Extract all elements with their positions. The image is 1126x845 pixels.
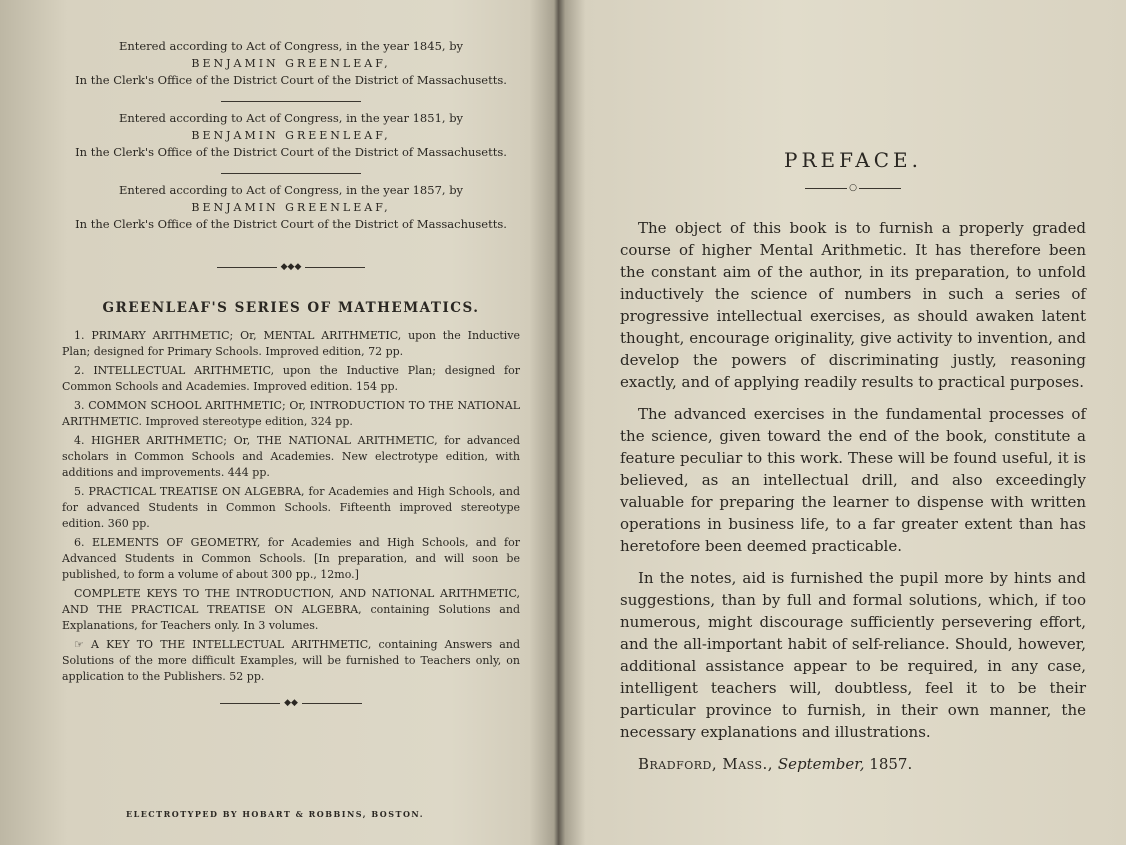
series-item: 1. PRIMARY ARITHMETIC; Or, MENTAL ARITHMETIC, upon the Inductive Plan; designed for Primary Schools. Improved edition, 72 pp. bbox=[62, 329, 520, 358]
ornament-line bbox=[805, 188, 847, 189]
ornament-divider bbox=[620, 184, 1086, 193]
page-title: PREFACE. bbox=[784, 148, 922, 172]
series-item: 2. INTELLECTUAL ARITHMETIC, upon the Inductive Plan; designed for Common Schools and Academies. Improved edition. 154 pp. bbox=[62, 364, 520, 393]
copyright-author: BENJAMIN GREENLEAF, bbox=[191, 201, 391, 214]
copyright-office: In the Clerk's Office of the District Court of the District of Massachusetts. bbox=[75, 145, 507, 159]
preface-paragraph: The advanced exercises in the fundamental processes of the science, given toward the end of the book, constitute a feature peculiar to this work. These will be found useful, it is believed, as an intellectual drill, and also exceedingly valuable for preparing the learner to dispense with written operations in business life, to a far greater extent than has heretofore been deemed practicable. bbox=[620, 405, 1086, 555]
copyright-notice bbox=[62, 182, 520, 239]
ornament-line bbox=[217, 267, 277, 268]
series-item: 6. ELEMENTS OF GEOMETRY, for Academies and High Schools, and for Advanced Students in Common Schools. [In preparation, and will soon be published, to form a volume of about 300 pp., 12mo.] bbox=[62, 536, 520, 581]
copyright-notice bbox=[62, 38, 520, 95]
ornament-line bbox=[302, 703, 362, 704]
series-item: 4. HIGHER ARITHMETIC; Or, THE NATIONAL ARITHMETIC, for advanced scholars in Common Schools and Academies. New electrotype edition, with additions and improvements. 444 pp. bbox=[62, 434, 520, 479]
series-item: COMPLETE KEYS TO THE INTRODUCTION, AND NATIONAL ARITHMETIC, AND THE PRACTICAL TREATISE ON ALGEBRA, containing Solutions and Explanations, for Teachers only. In 3 volumes. bbox=[62, 587, 520, 632]
series-item: ☞ A KEY TO THE INTELLECTUAL ARITHMETIC, containing Answers and Solutions of the more difficult Examples, will be furnished to Teachers only, on application to the Publishers. 52 pp. bbox=[62, 638, 520, 683]
series-item: 5. PRACTICAL TREATISE ON ALGEBRA, for Academies and High Schools, and for advanced Students in Common Schools. Fifteenth improved stereotype edition. 360 pp. bbox=[62, 485, 520, 530]
ornament-icon: ◆◆◆ bbox=[280, 262, 302, 272]
copyright-line: Entered according to Act of Congress, in the year 1845, by bbox=[118, 39, 464, 53]
copyright-author: BENJAMIN GREENLEAF, bbox=[191, 57, 391, 70]
signature-place: Bradford, Mass., bbox=[638, 755, 774, 773]
preface-paragraph: In the notes, aid is furnished the pupil more by hints and suggestions, than by full and formal solutions, which, if too numerous, might discourage sufficiently persevering effort, and the all-important habit of self-reliance. Should, however, additional assistance appear to be required, in any case, intelligent teachers will, doubtless, feel it to be their particular province to furnish, in their own manner, the necessary explanations and illustrations. bbox=[620, 569, 1086, 741]
ornament-divider bbox=[62, 263, 520, 272]
printer-imprint: ELECTROTYPED BY HOBART & ROBBINS, BOSTON. bbox=[125, 809, 425, 819]
ornament-icon: ○ bbox=[849, 183, 857, 193]
series-list bbox=[62, 328, 520, 685]
copyright-author: BENJAMIN GREENLEAF, bbox=[191, 129, 391, 142]
copyright-office: In the Clerk's Office of the District Court of the District of Massachusetts. bbox=[75, 217, 507, 231]
ornament-line bbox=[220, 703, 280, 704]
copyright-office: In the Clerk's Office of the District Court of the District of Massachusetts. bbox=[75, 73, 507, 87]
series-item: 3. COMMON SCHOOL ARITHMETIC; Or, INTRODUCTION TO THE NATIONAL ARITHMETIC. Improved stereotype edition, 324 pp. bbox=[62, 399, 520, 428]
ornament-line bbox=[305, 267, 365, 268]
ornament-divider bbox=[62, 699, 520, 708]
rule-divider bbox=[221, 173, 361, 174]
preface-signature bbox=[620, 753, 1086, 775]
copyright-line: Entered according to Act of Congress, in the year 1851, by bbox=[118, 111, 464, 125]
preface-paragraph: The object of this book is to furnish a properly graded course of higher Mental Arithmetic. It has therefore been the constant aim of the author, in its preparation, to unfold inductively the science of numbers in such a series of progressive intellectual exercises, as should awaken latent thought, encourage originality, give activity to invention, and develop the powers of discriminating justly, reasoning exactly, and of applying readily results to practical purposes. bbox=[620, 219, 1086, 391]
right-page bbox=[558, 0, 1126, 845]
series-title: GREENLEAF'S SERIES OF MATHEMATICS. bbox=[102, 300, 480, 316]
copyright-notices bbox=[62, 0, 520, 239]
copyright-notice bbox=[62, 110, 520, 167]
copyright-line: Entered according to Act of Congress, in the year 1857, by bbox=[118, 183, 464, 197]
rule-divider bbox=[221, 101, 361, 102]
signature-year: 1857. bbox=[869, 755, 913, 773]
left-page bbox=[0, 0, 550, 845]
ornament-icon: ◆◆ bbox=[284, 698, 298, 708]
ornament-line bbox=[859, 188, 901, 189]
signature-month: September, bbox=[777, 755, 865, 773]
